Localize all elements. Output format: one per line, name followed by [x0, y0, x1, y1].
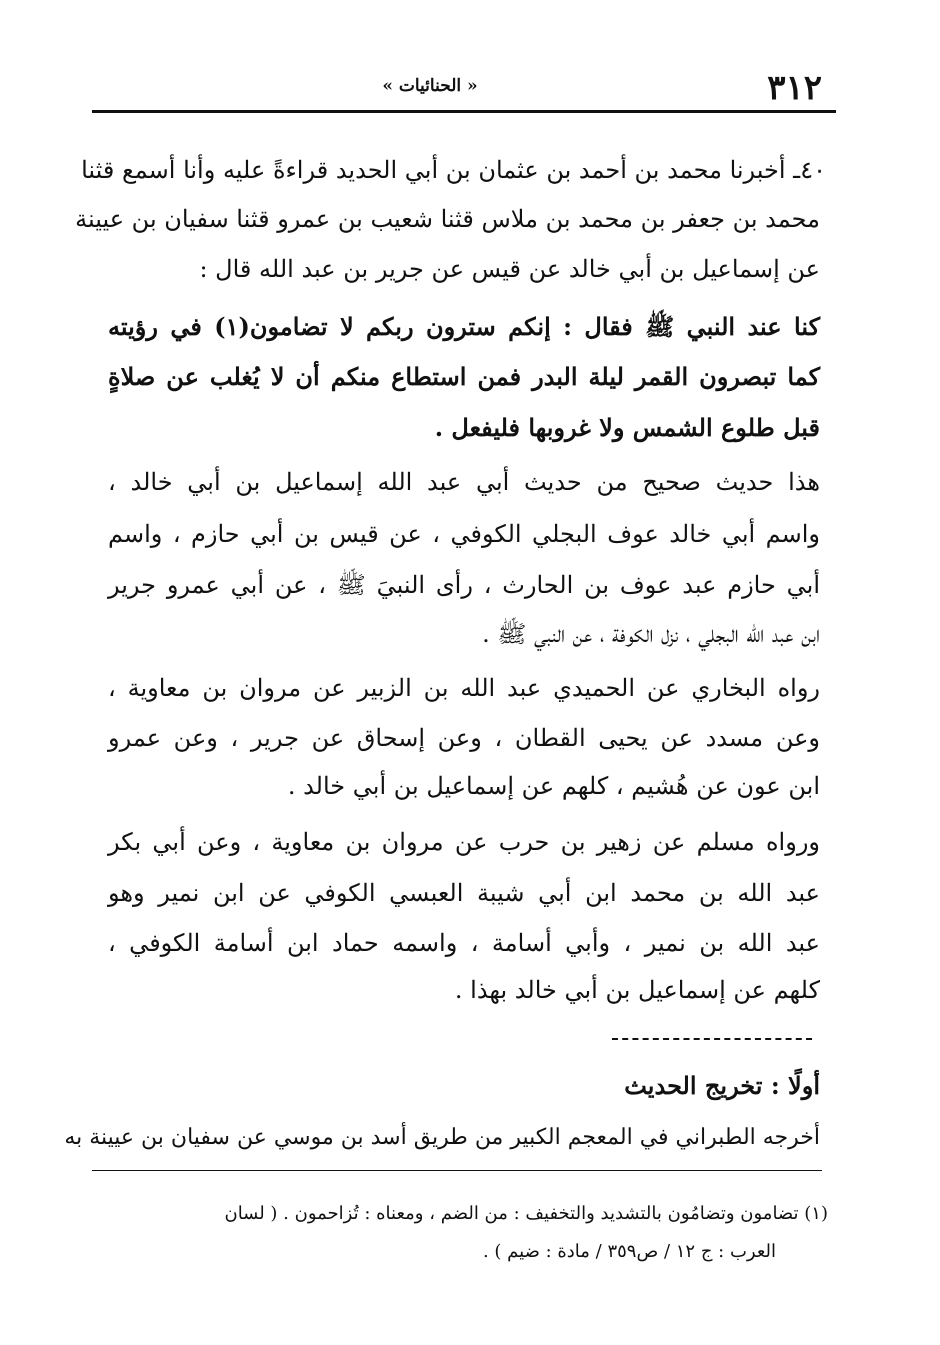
running-title: « الحنائيات »	[382, 76, 478, 96]
commentary-line: عبد الله بن محمد ابن أبي شيبة العبسي الكوفي عن ابن نمير وهو	[108, 879, 820, 907]
commentary-line: ابن عبد الله البجلي ، نزل الكوفة ، عن النبي ﷺ .	[482, 620, 820, 648]
header-rule	[92, 110, 836, 113]
commentary-line: كلهم عن إسماعيل بن أبي خالد بهذا .	[454, 976, 820, 1004]
commentary-line: ابن عون عن هُشيم ، كلهم عن إسماعيل بن أبي خالد .	[287, 772, 820, 800]
hadith-line: كنا عند النبي ﷺ فقال : إنكم سترون ربكم لا تضامون(١) في رؤيته	[108, 312, 821, 341]
commentary-line: وعن مسدد عن يحيى القطان ، وعن إسحاق عن جرير ، وعن عمرو	[108, 724, 820, 752]
hadith-line: ٤٠ـ أخبرنا محمد بن أحمد بن عثمان بن أبي الحديد قراءةً عليه وأنا أسمع قثنا	[81, 156, 826, 184]
separator-dashed	[612, 1038, 812, 1040]
commentary-line: هذا حديث صحيح من حديث أبي عبد الله إسماعيل بن أبي خالد ،	[108, 468, 820, 496]
commentary-line: واسم أبي خالد عوف البجلي الكوفي ، عن قيس بن أبي حازم ، واسم	[108, 520, 820, 548]
footnote-line: العرب : ج ١٢ / ص٣٥٩ / مادة : ضيم ) .	[482, 1241, 776, 1262]
footnote-rule	[92, 1170, 822, 1171]
footnote-line: (١) تضامون وتضامُون بالتشديد والتخفيف : من الضم ، ومعناه : تُزاحمون . ( لسان	[224, 1203, 828, 1224]
commentary-line: ورواه مسلم عن زهير بن حرب عن مروان بن معاوية ، وعن أبي بكر	[108, 828, 820, 856]
commentary-line: أبي حازم عبد عوف بن الحارث ، رأى النبيَ ﷺ ، عن أبي عمرو جرير	[108, 571, 820, 599]
hadith-line: كما تبصرون القمر ليلة البدر فمن استطاع منكم أن لا يُغلب عن صلاةٍ	[108, 362, 820, 391]
commentary-line: رواه البخاري عن الحميدي عبد الله بن الزبير عن مروان بن معاوية ،	[108, 674, 820, 702]
hadith-line: عن إسماعيل بن أبي خالد عن قيس عن جرير بن عبد الله قال :	[199, 255, 820, 283]
page-number: ٣١٢	[767, 68, 822, 108]
section-heading: أولًا : تخريج الحديث	[624, 1071, 820, 1100]
hadith-line: قبل طلوع الشمس ولا غروبها فليفعل .	[434, 413, 820, 442]
commentary-line: عبد الله بن نمير ، وأبي أسامة ، واسمه حماد ابن أسامة الكوفي ،	[108, 929, 820, 957]
takhrij-text: أخرجه الطبراني في المعجم الكبير من طريق أسد بن موسي عن سفيان بن عيينة به	[64, 1125, 820, 1150]
hadith-line: محمد بن جعفر بن محمد بن ملاس قثنا شعيب بن عمرو قثنا سفيان بن عيينة	[75, 205, 820, 233]
